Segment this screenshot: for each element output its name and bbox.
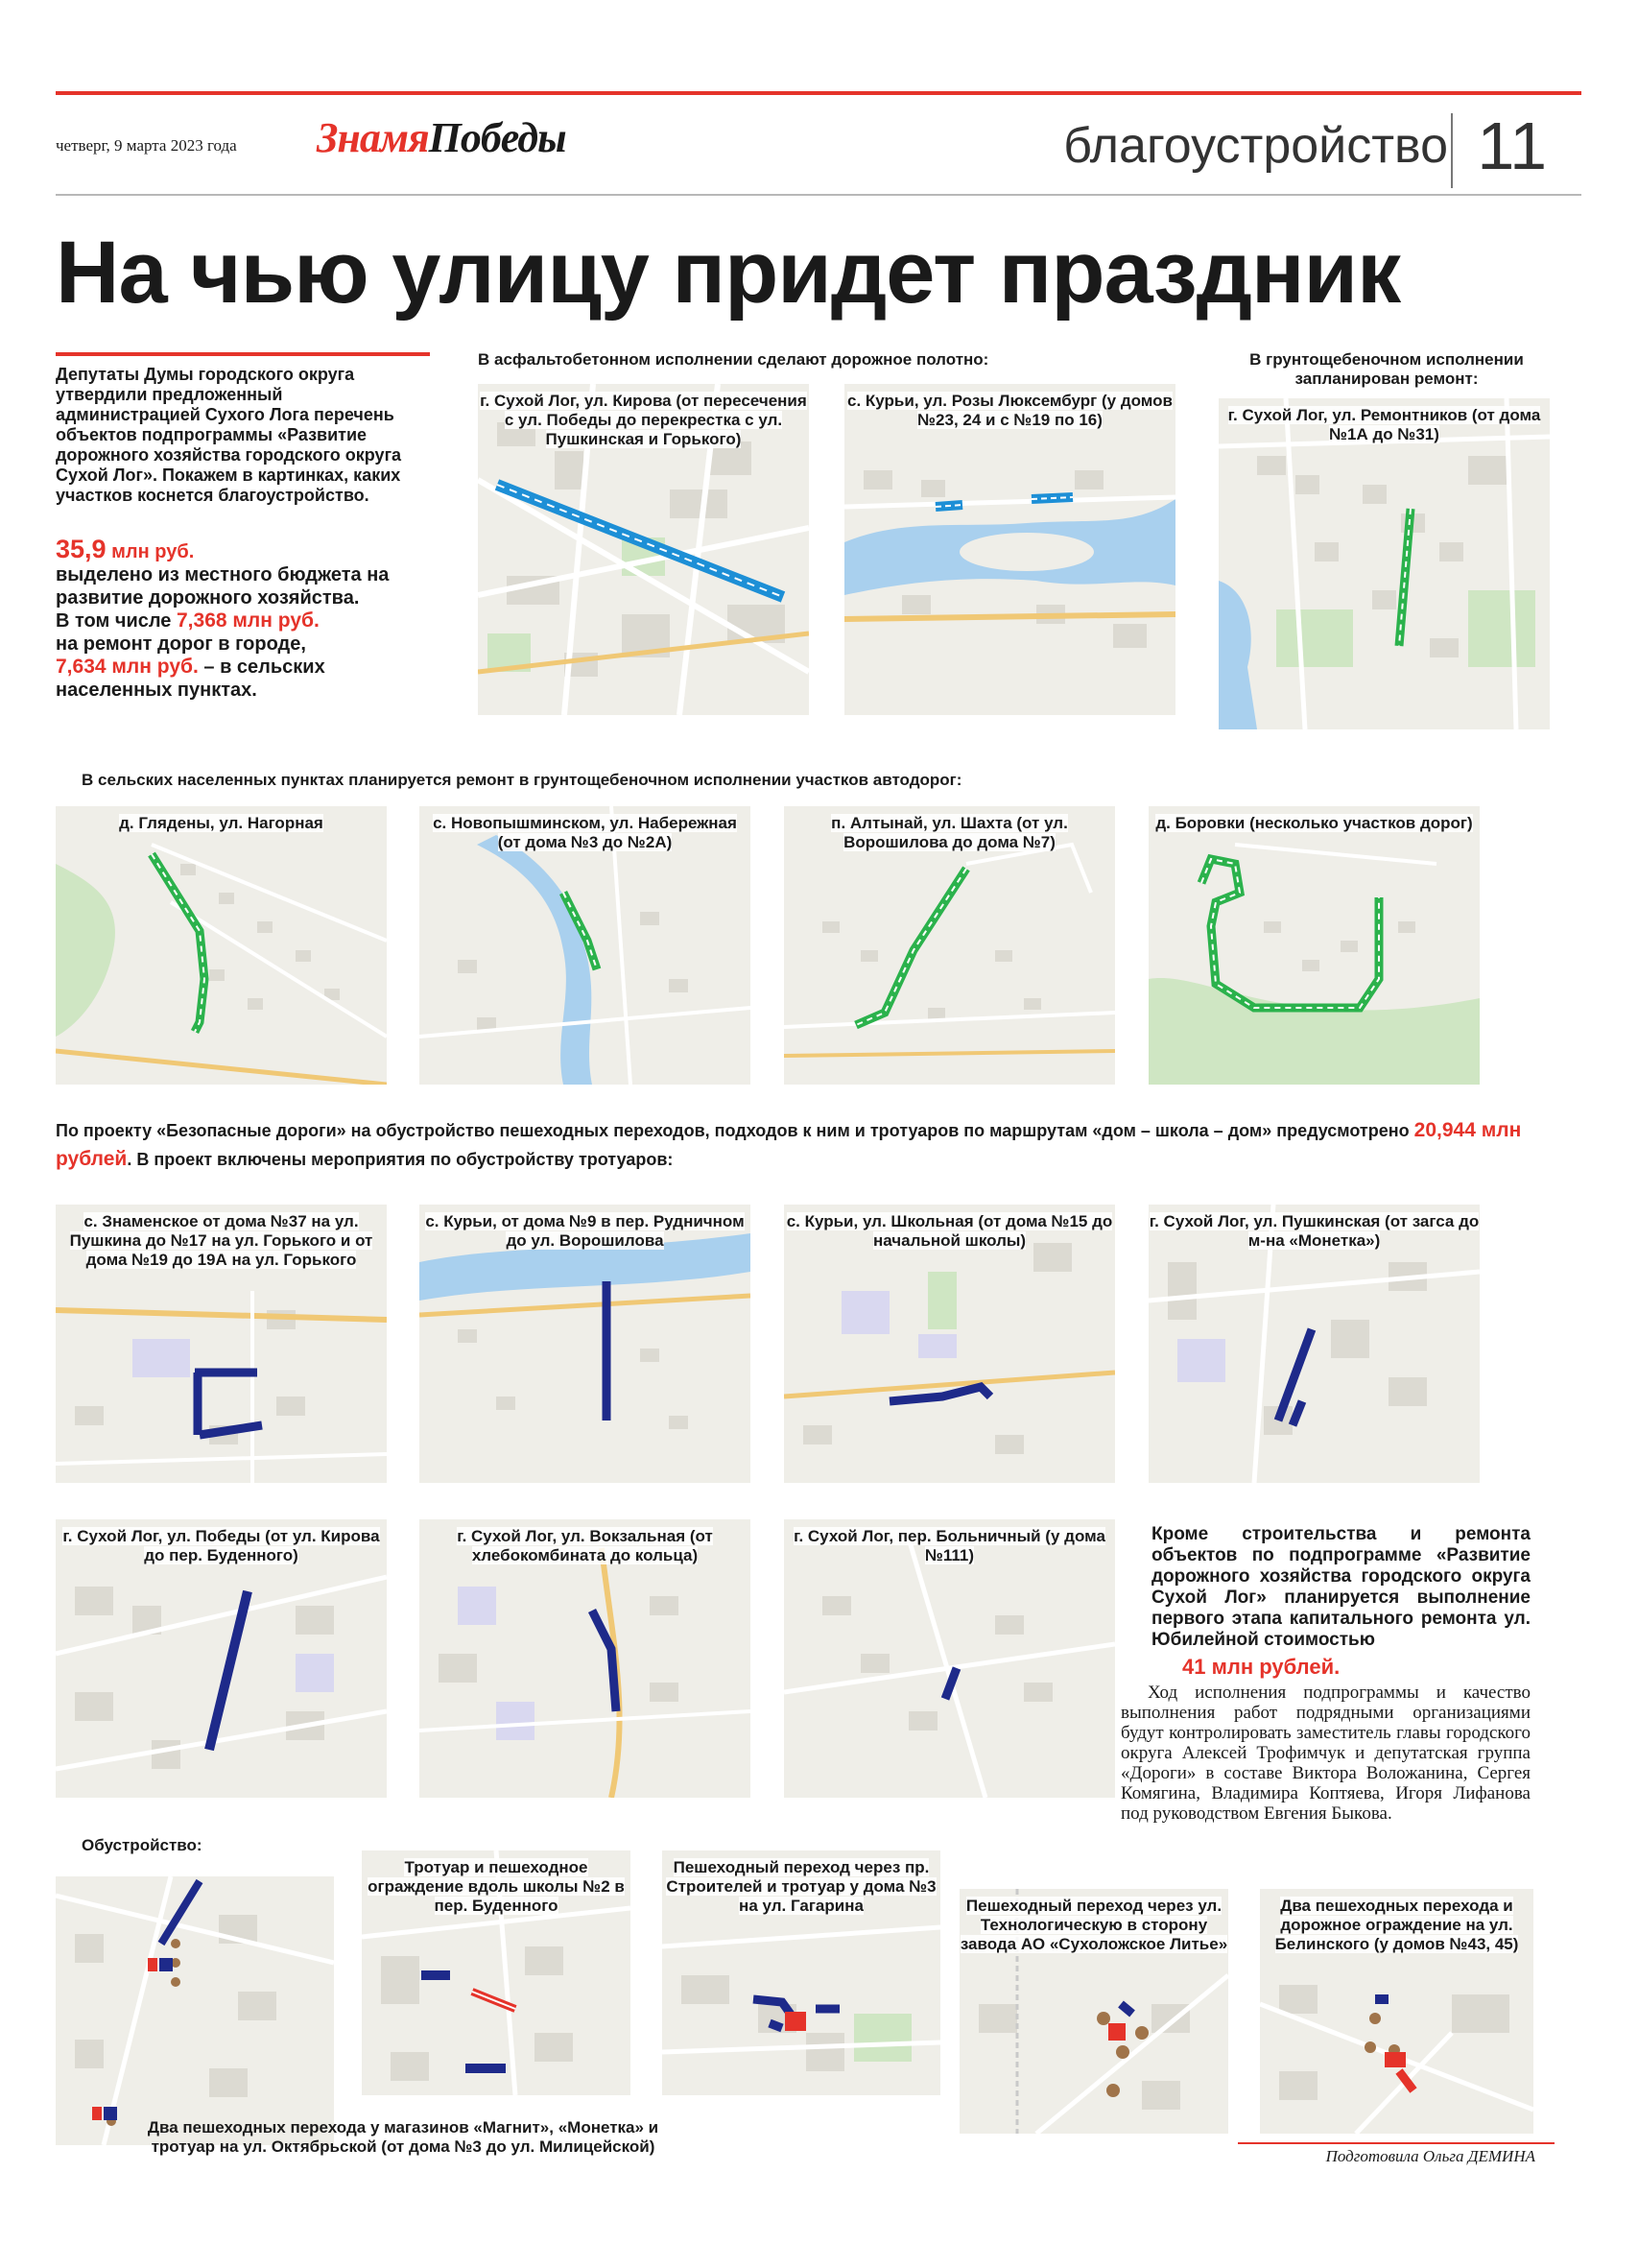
map-stroiteley-caption: Пешеходный переход через пр. Строителей и тротуар у дома №3 на ул. Гагарина — [666, 1858, 937, 1915]
map-kurya-luxemburg — [844, 384, 1175, 715]
headline: На чью улицу придет праздник — [56, 224, 1401, 322]
header-rule — [56, 194, 1581, 196]
lead-line4: – в сельских населенных пунктах. — [56, 657, 325, 701]
map-budennogo — [362, 1850, 630, 2095]
section-rural-title: В сельских населенных пунктах планируется ремонт в грунтощебеночном исполнении участков автодорог: — [82, 771, 962, 789]
newspaper-logo: ЗнамяПобеды — [317, 114, 566, 161]
map-bolnichny — [784, 1519, 1115, 1798]
map-budennogo-caption: Тротуар и пешеходное ограждение вдоль школы №2 в пер. Буденного — [368, 1858, 625, 1915]
map-novopyshminskoe-caption: с. Новопышминском, ул. Набережная (от дома №3 до №2А) — [433, 814, 737, 851]
map-belinskogo — [1260, 1889, 1533, 2134]
sidebar-body: Ход исполнения подпрограммы и качество выполнения работ подрядными организациями будут контролировать заместитель главы городского округа Алексей Трофимчук и депутатская группа «Дороги» в составе Виктора Воложанина, Сергея Комягина, Владимира Коптяева, Игоря Лифанова под руководством Евгения Быкова. — [1121, 1683, 1531, 1824]
map-pobedy — [56, 1519, 387, 1798]
map-znamenskoe-caption: с. Знаменское от дома №37 на ул. Пушкина до №17 на ул. Горького и от дома №19 до 19А на ул. Горького — [69, 1212, 373, 1269]
section-safe-text — [56, 1116, 1553, 1174]
map-oktyabrskaya — [56, 1876, 334, 2145]
section-equip-title: Обустройство: — [82, 1836, 202, 1854]
map-kurya-rudnichny — [419, 1205, 750, 1483]
sidebar-amount: 41 млн рублей. — [1182, 1655, 1341, 1679]
map-altynay — [784, 806, 1115, 1085]
map-znamenskoe — [56, 1205, 387, 1483]
amount-rural: 7,634 млн руб. — [56, 656, 199, 678]
map-vokzalnaya-caption: г. Сухой Лог, ул. Вокзальная (от хлебокомбината до кольца) — [457, 1527, 713, 1564]
lead-figures — [56, 537, 430, 702]
map-borovki-caption: д. Боровки (несколько участков дорог) — [1155, 814, 1473, 832]
amount-safe: 20,944 млн рублей — [56, 1119, 1522, 1170]
map-tekhnologicheskaya — [960, 1889, 1228, 2134]
section-gravel-city-title: В грунтощебеночном исполнении запланирован ремонт: — [1249, 350, 1524, 388]
sidebar-bold-text: Кроме строительства и ремонта объектов по подпрограмме «Развитие дорожного хозяйства городского округа Сухой Лог» планируется выполнение первого этапа капитального ремонта ул. Юбилейной стоимостью — [1151, 1524, 1531, 1650]
map-kurya-luxemburg-caption: с. Курьи, ул. Розы Люксембург (у домов №23, 24 и с №19 по 16) — [847, 392, 1173, 429]
map-remontnikov-caption: г. Сухой Лог, ул. Ремонтников (от дома №1А до №31) — [1227, 406, 1541, 443]
map-remontnikov — [1219, 398, 1550, 729]
amount-city: 7,368 млн руб. — [177, 609, 320, 632]
header-divider — [1451, 113, 1453, 188]
map-pushkinskaya — [1149, 1205, 1480, 1483]
map-borovki — [1149, 806, 1480, 1085]
map-oktyabrskaya-caption: Два пешеходных перехода у магазинов «Магнит», «Монетка» и тротуар на ул. Октябрьской (от дома №3 до ул. Милицейской) — [147, 2118, 659, 2156]
lead-text: Депутаты Думы городского округа утвердили предложенный администрацией Сухого Лога перечень объектов подпрограммы «Развитие дорожного хозяйства городского округа Сухой Лог». Покажем в картинках, каких участков коснется благоустройство. — [56, 365, 402, 505]
top-rule — [56, 91, 1581, 95]
map-kurya-rudnichny-caption: с. Курьи, от дома №9 в пер. Рудничном до ул. Ворошилова — [425, 1212, 745, 1250]
issue-date: четверг, 9 марта 2023 года — [56, 136, 237, 155]
map-stroiteley — [662, 1850, 940, 2095]
map-pushkinskaya-caption: г. Сухой Лог, ул. Пушкинская (от загса до м-на «Монетка») — [1149, 1212, 1480, 1250]
section-safe-text-2: . В проект включены мероприятия по обустройству тротуаров: — [127, 1150, 674, 1169]
amount-total-unit: млн руб. — [111, 541, 195, 562]
lead-line2-prefix: В том числе — [56, 610, 172, 632]
amount-total: 35,9 — [56, 535, 107, 563]
map-pobedy-caption: г. Сухой Лог, ул. Победы (от ул. Кирова до пер. Буденного) — [62, 1527, 380, 1564]
map-vokzalnaya — [419, 1519, 750, 1798]
lead-line3: на ремонт дорог в городе, — [56, 633, 306, 655]
map-belinskogo-caption: Два пешеходных перехода и дорожное ограждение на ул. Белинского (у домов №43, 45) — [1274, 1897, 1519, 1953]
section-asphalt-title: В асфальтобетонном исполнении сделают дорожное полотно: — [478, 350, 989, 369]
section-safe-text-1: По проекту «Безопасные дороги» на обустройство пешеходных переходов, подходов к ним и тротуаров по маршрутам «дом – школа – дом» предусмотрено — [56, 1121, 1410, 1140]
map-tekhnologicheskaya-caption: Пешеходный переход через ул. Технологическую в сторону завода АО «Сухоложское Литье» — [960, 1897, 1228, 1953]
lead-line1: выделено из местного бюджета на развитие дорожного хозяйства. — [56, 564, 390, 609]
map-kurya-shkolnaya-caption: с. Курьи, ул. Школьная (от дома №15 до начальной школы) — [786, 1212, 1113, 1250]
map-glyadeny — [56, 806, 387, 1085]
map-altynay-caption: п. Алтынай, ул. Шахта (от ул. Ворошилова до дома №7) — [831, 814, 1068, 851]
map-novopyshminskoe — [419, 806, 750, 1085]
rubric-title: благоустройство — [1063, 118, 1448, 174]
map-kurya-shkolnaya — [784, 1205, 1115, 1483]
map-bolnichny-caption: г. Сухой Лог, пер. Больничный (у дома №111) — [794, 1527, 1105, 1564]
page-number: 11 — [1477, 108, 1547, 183]
byline: Подготовила Ольга ДЕМИНА — [1325, 2147, 1535, 2165]
map-glyadeny-caption: д. Глядены, ул. Нагорная — [119, 814, 323, 832]
map-kirova — [478, 384, 809, 715]
map-kirova-caption: г. Сухой Лог, ул. Кирова (от пересечения с ул. Победы до перекрестка с ул. Пушкинская и Горького) — [480, 392, 807, 448]
byline-rule — [1238, 2142, 1555, 2144]
lead-rule — [56, 352, 430, 356]
